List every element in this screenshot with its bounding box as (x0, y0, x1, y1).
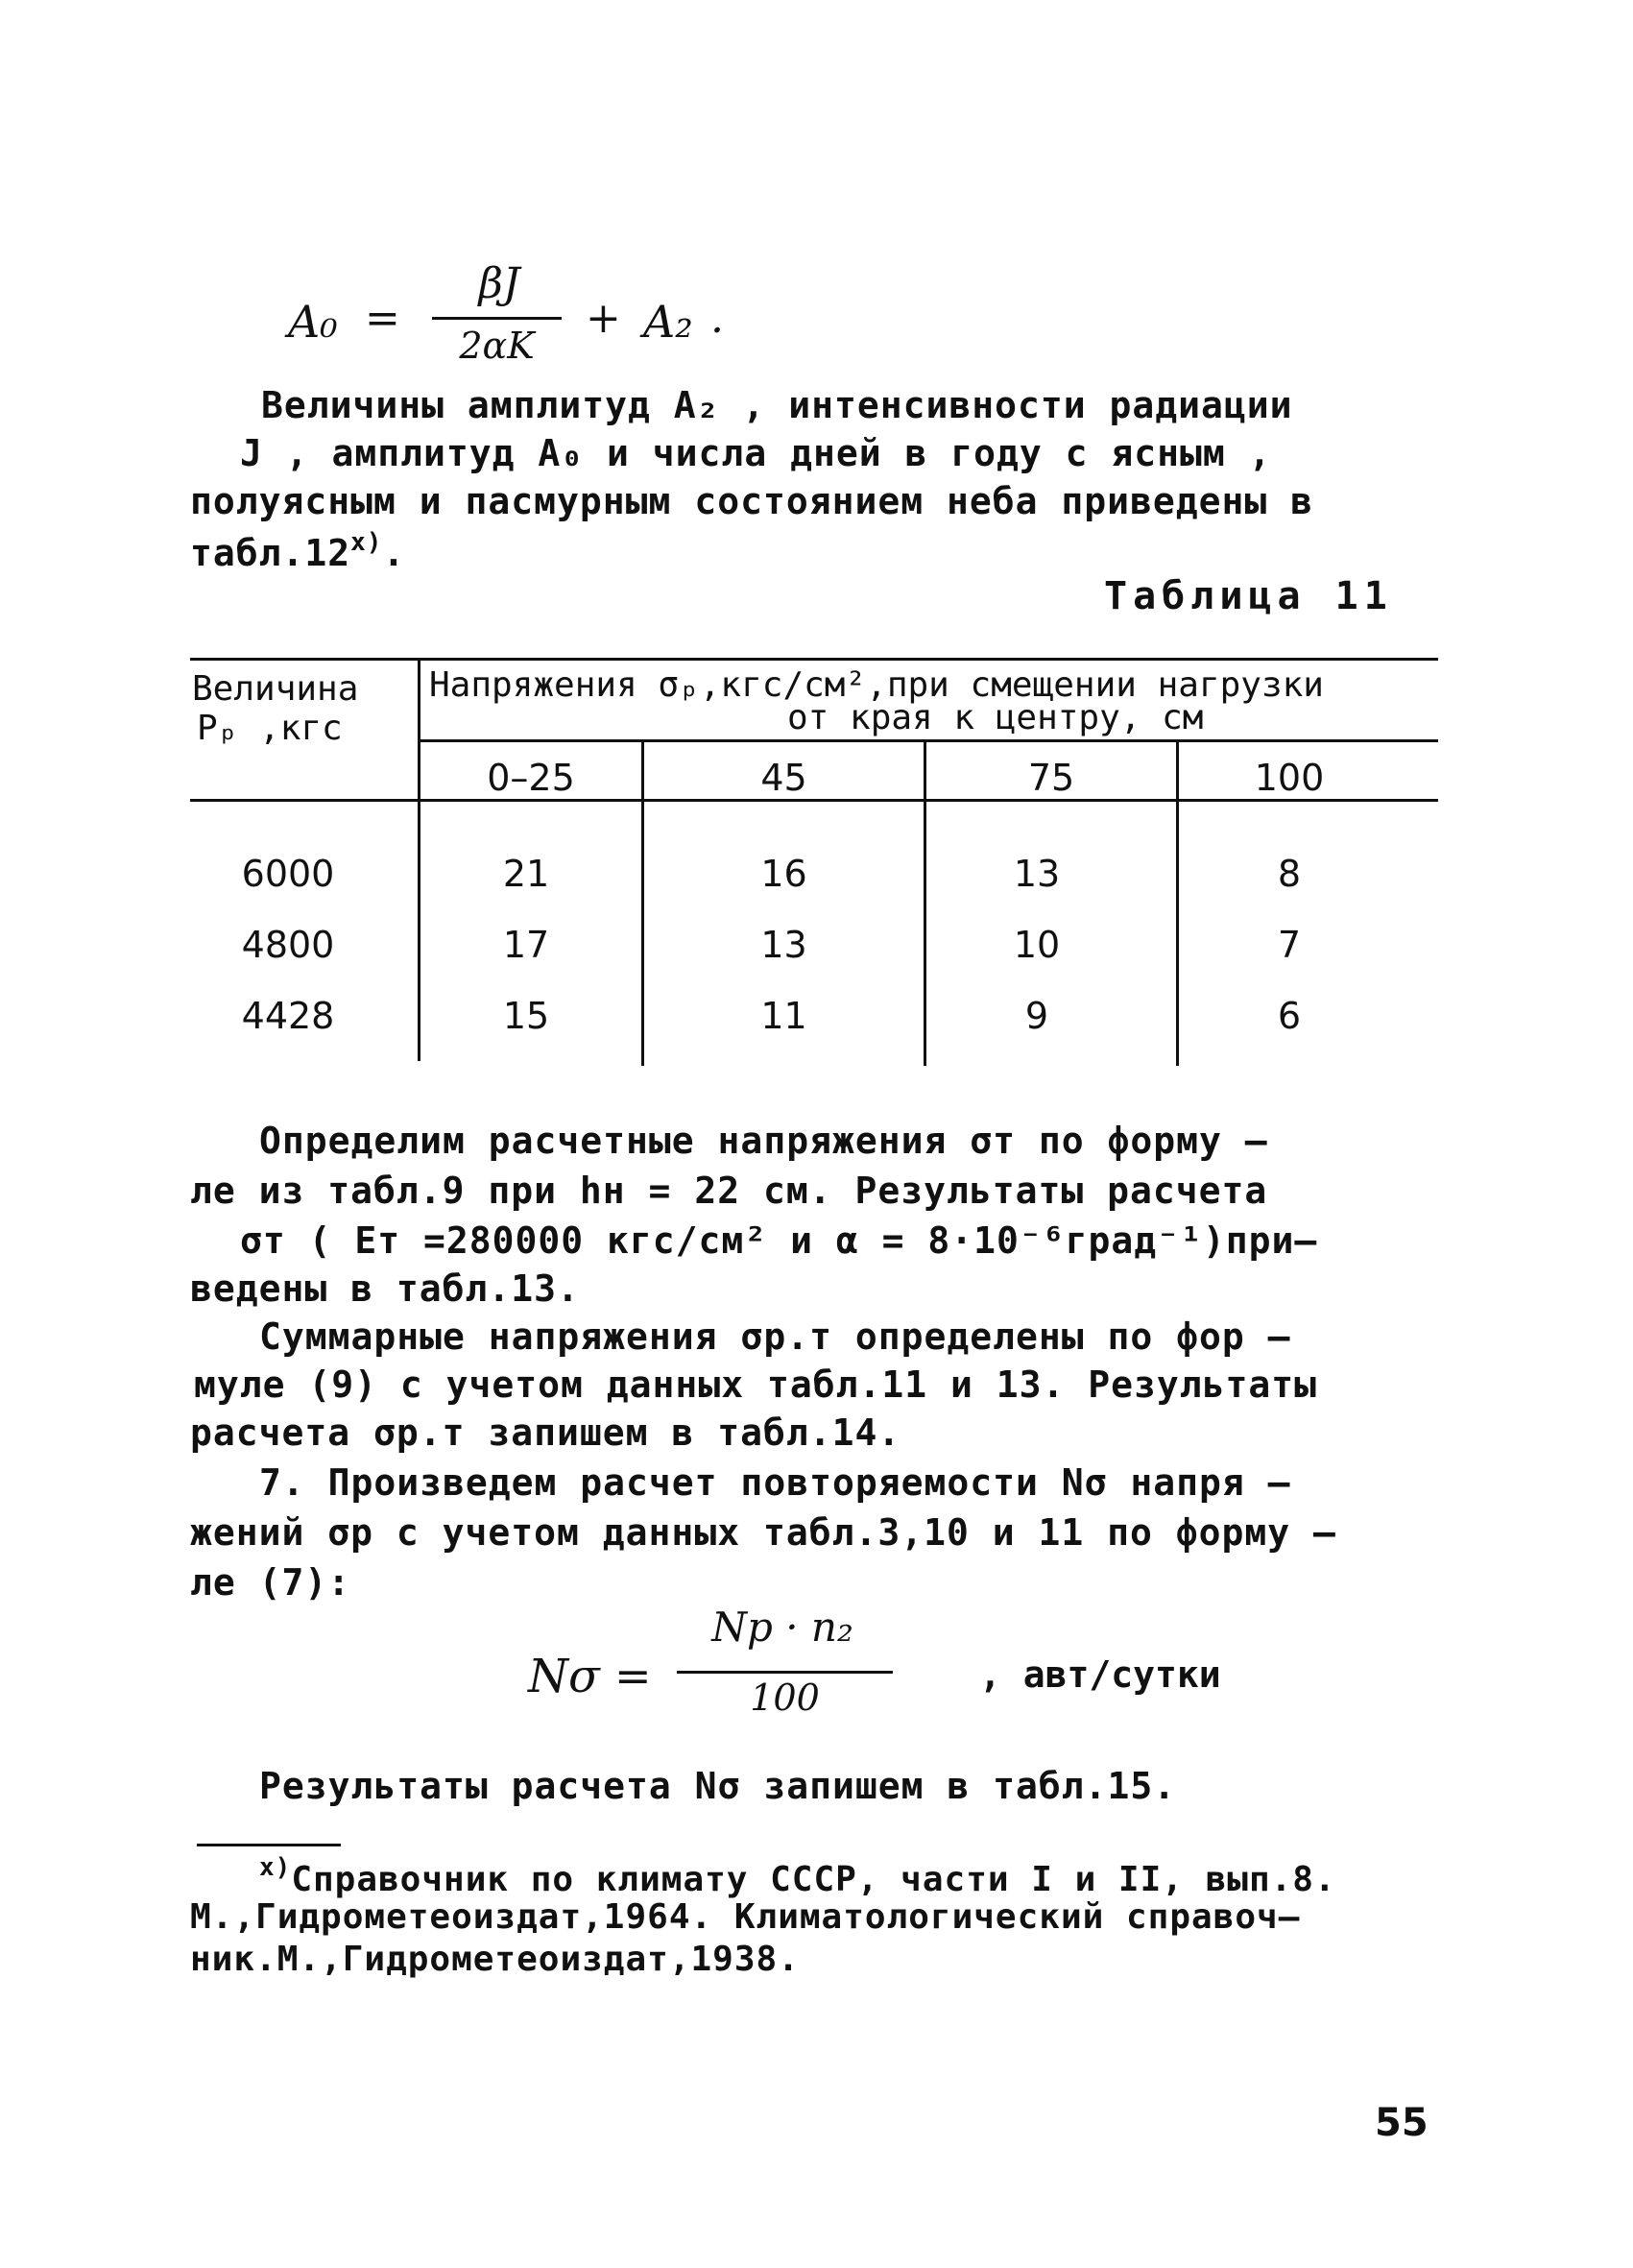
paragraph-4-line-3: ле (7): (190, 1561, 351, 1604)
paragraph-2-line-2: ле из табл.9 при hн = 22 см. Результаты расчета (190, 1170, 1268, 1212)
formula-1-end: . (710, 294, 724, 343)
formula-1-fraction-bar (432, 317, 562, 320)
formula-2-denominator: 100 (750, 1677, 820, 1719)
footnote-line-2: М.,Гидрометеоиздат,1964. Климатологический справоч– (190, 1897, 1301, 1937)
table-col0-header-line-2: Pₚ ,кгс (197, 709, 343, 748)
paragraph-3-line-1: Суммарные напряжения σр.т определены по фор – (259, 1315, 1291, 1358)
table-subheader-0: 0–25 (487, 757, 575, 799)
paragraph-1-line-3: полуясным и пасмурным состоянием неба приведены в (190, 480, 1314, 522)
paragraph-4-line-2: жений σр с учетом данных табл.3,10 и 11 по форму – (190, 1511, 1336, 1554)
paragraph-1-line-2: J , амплитуд A₀ и числа дней в году с ясным , (240, 432, 1272, 474)
formula-1-numerator: βJ (478, 259, 520, 308)
paragraph-2-line-4: ведены в табл.13. (190, 1267, 580, 1310)
formula-2-unit: , авт/сутки (979, 1653, 1221, 1696)
formula-2-lhs: Nσ (528, 1650, 600, 1703)
formula-1 (288, 259, 768, 374)
paragraph-2-line-3: σт ( Eт =280000 кгс/см² и α = 8·10⁻⁶град⁻¹)при– (240, 1219, 1318, 1262)
table-col0-header-line-1: Величина (192, 669, 359, 709)
formula-1-term: A₂ (643, 296, 693, 348)
page-number: 55 (1375, 2101, 1429, 2145)
formula-1-plus: + (586, 294, 621, 343)
table-group-header-line-2: от края к центру, см (787, 698, 1204, 737)
formula-1-denominator: 2αK (459, 325, 535, 367)
table-subheader-1: 45 (760, 757, 807, 799)
formula-2 (518, 1604, 1382, 1728)
formula-1-equals: = (365, 294, 400, 343)
formula-2-equals: = (614, 1650, 652, 1701)
paragraph-4-line-1: 7. Произведем расчет повторяемости Nσ напря – (259, 1461, 1291, 1504)
formula-2-numerator: Nр · n₂ (711, 1604, 853, 1651)
footnote-rule (197, 1844, 341, 1846)
table-header-bottom-rule (190, 799, 1438, 802)
paragraph-1-line-1: Величины амплитуд A₂ , интенсивности радиации (261, 384, 1293, 426)
footnote-marker: x) (259, 1853, 292, 1882)
table-group-header-line-1: Напряжения σₚ,кгс/см²,при смещении нагрузки (429, 665, 1324, 705)
paragraph-3-line-2: муле (9) с учетом данных табл.11 и 13. Результаты (194, 1363, 1318, 1406)
table-reference: табл.12 (190, 532, 351, 574)
table-subheader-3: 100 (1254, 757, 1325, 799)
table-subheader-rule (418, 739, 1438, 742)
footnote-line-1: $^{x)}$Справочник по климату СССР, части I и II, вып.8. (259, 1853, 1336, 1899)
formula-1-lhs: A₀ (288, 296, 338, 348)
footnote-line-3: ник.М.,Гидрометеоиздат,1938. (190, 1940, 800, 1979)
paragraph-1-line-4: табл.12$^{x)}$. (190, 528, 406, 574)
paragraph-2-line-1: Определим расчетные напряжения σт по форму – (259, 1120, 1268, 1162)
paragraph-3-line-3: расчета σр.т запишем в табл.14. (190, 1411, 901, 1454)
formula-2-fraction-bar (677, 1671, 893, 1674)
footnote-marker-ref: x) (350, 528, 383, 557)
table-caption: Таблица 11 (1104, 574, 1393, 618)
paragraph-5-line-1: Результаты расчета Nσ запишем в табл.15. (259, 1765, 1177, 1807)
table-subheader-2: 75 (1027, 757, 1075, 799)
table-top-rule (190, 658, 1438, 661)
